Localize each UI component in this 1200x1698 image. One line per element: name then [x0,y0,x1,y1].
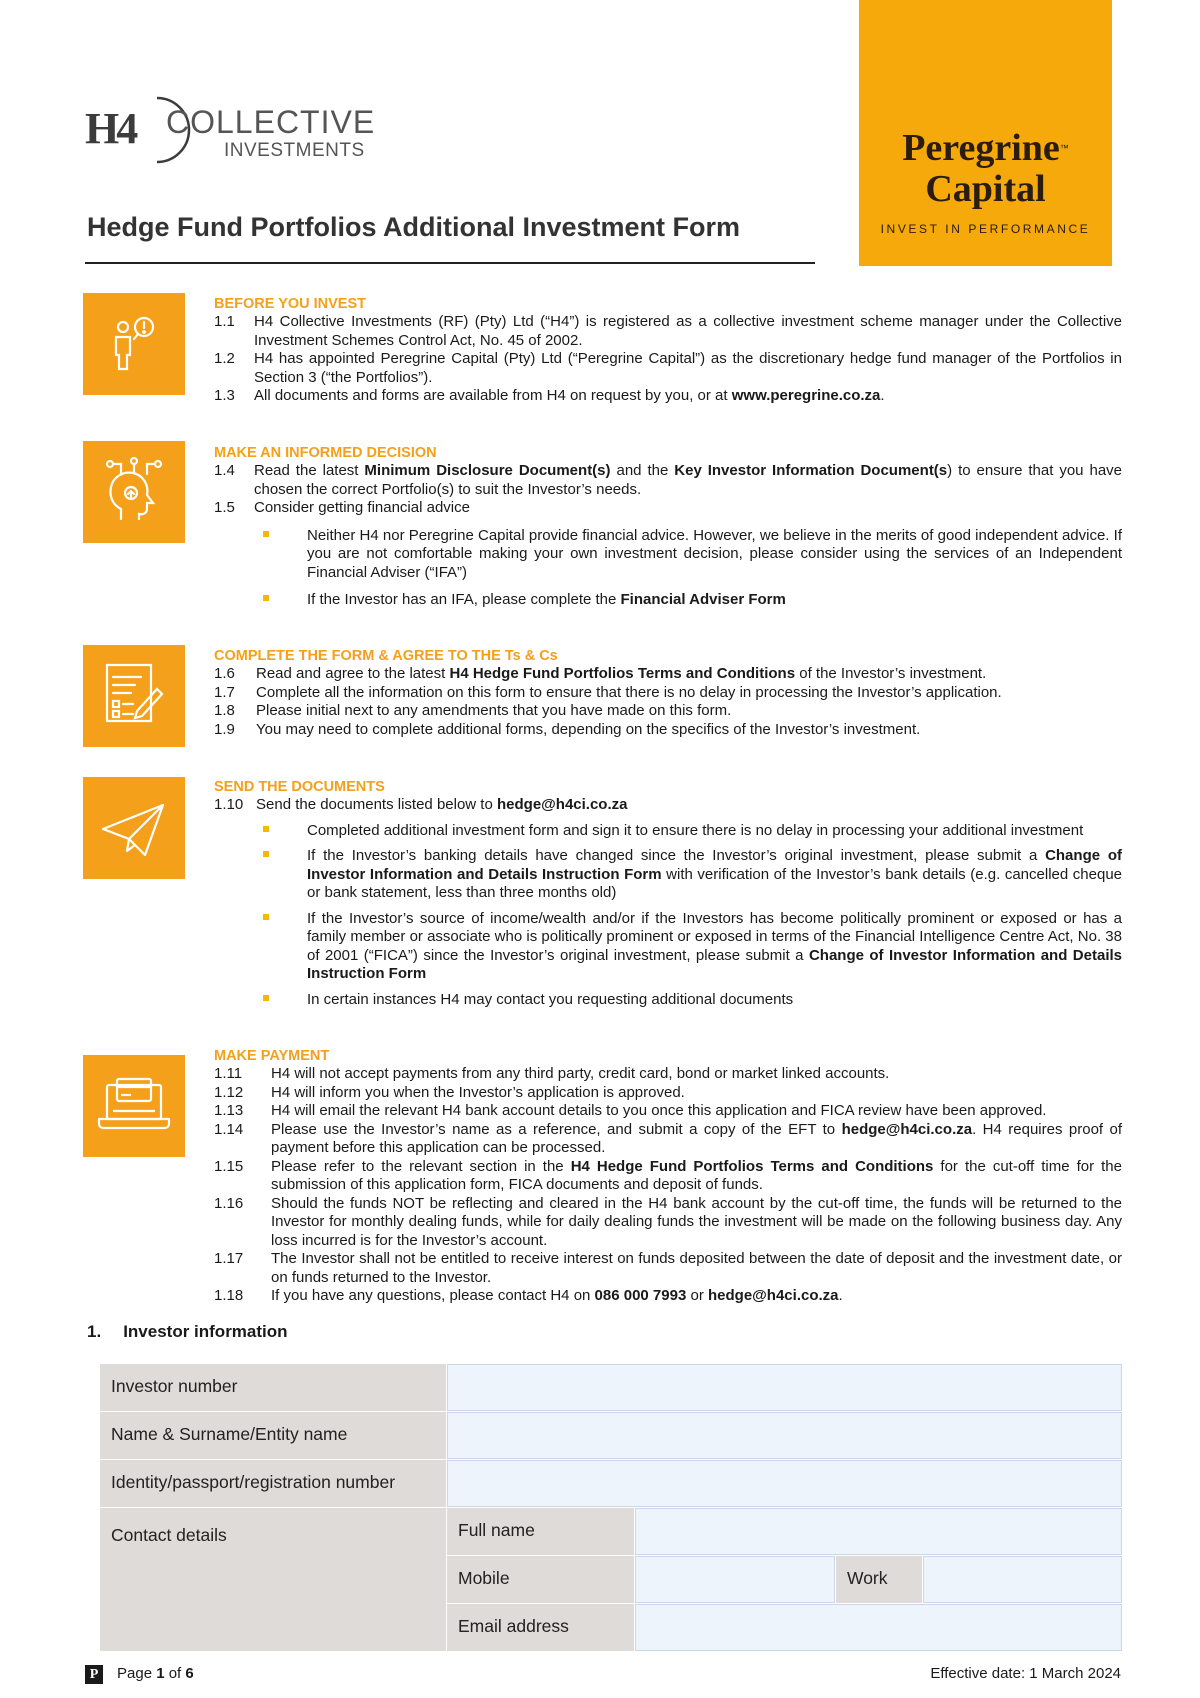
section-make-payment [214,1048,1122,1306]
bullet-square-icon [263,914,269,920]
work-label: Work [836,1556,922,1604]
mobile-field[interactable] [635,1556,835,1603]
person-question-icon [83,293,185,395]
bullet-square-icon [263,826,269,832]
email-label: Email address [447,1604,634,1652]
section-heading: SEND THE DOCUMENTS [214,779,385,795]
section-send-documents [214,779,1122,1009]
full-name-field[interactable] [635,1508,1122,1555]
section-before-you-invest [214,296,1122,406]
list-item: 1.7 Complete all the information on this form to ensure that there is no delay in processing the Investor’s application. [214,683,1002,701]
bullet-square-icon [263,595,269,601]
investor-number-field[interactable] [447,1364,1122,1411]
investor-number-label: Investor number [100,1364,446,1412]
bullet-square-icon [263,851,269,857]
list-item: 1.15 Please refer to the relevant section in the H4 Hedge Fund Portfolios Terms and Conditions for the cut-off time for the submission of this application form, FICA documents and deposit of funds. [214,1157,1122,1193]
email-link[interactable]: hedge@h4ci.co.za [841,1120,973,1138]
peregrine-capital-wordmark: Peregrine™ Capital [902,127,1069,210]
email-field[interactable] [635,1604,1122,1651]
head-network-icon [83,441,185,543]
list-item: 1.11 H4 will not accept payments from any third party, credit card, bond or market linked accounts. [214,1065,890,1082]
list-item: 1.4 Read the latest Minimum Disclosure Document(s) and the Key Investor Information Document(s) to ensure that you have chosen the correct Portfolio(s) to suit the Investor’s needs. [214,462,1122,498]
bullet-square-icon [263,995,269,1001]
list-item: 1.12 H4 will inform you when the Investor’s application is approved. [214,1083,685,1101]
peregrine-capital-logo-panel [859,0,1112,266]
investor-info-heading: 1. Investor information [87,1322,288,1341]
h4-logo-collective: COLLECTIVE [166,104,376,140]
h4-logo-investments: INVESTMENTS [224,140,365,161]
section-heading: MAKE PAYMENT [214,1048,330,1064]
id-number-field[interactable] [447,1460,1122,1507]
email-link[interactable]: hedge@h4ci.co.za [708,1287,839,1304]
list-item: 1.9 You may need to complete additional forms, depending on the specifics of the Investor’s investment. [214,720,921,738]
footer-logo-icon: P [85,1665,103,1684]
list-item: 1.10 Send the documents listed below to hedge@h4ci.co.za [214,796,628,813]
bullet-item: Completed additional investment form and sign it to ensure there is no delay in processing your additional investment [259,822,1122,841]
bullet-item: If the Investor’s source of income/wealth and/or if the Investors has become politically prominent or exposed or has a family member or associate who is politically prominent or exposed in terms of the Financial Intelligence Centre Act, No. 38 of 2001 (“FICA”) since the Investor’s original investment, please submit a Change of Investor Information and Details Instruction Form [259,910,1122,984]
name-label: Name & Surname/Entity name [100,1412,446,1460]
title-divider [85,262,815,264]
list-item: 1.6 Read and agree to the latest H4 Hedge Fund Portfolios Terms and Conditions of the Investor’s investment. [214,665,987,682]
paper-plane-icon [83,777,185,879]
h4-logo-mark: H4 [85,104,136,153]
phone-link[interactable]: 086 000 7993 [594,1287,687,1304]
full-name-label: Full name [447,1508,634,1556]
section-heading: COMPLETE THE FORM & AGREE TO THE Ts & Cs [214,648,558,664]
list-item: 1.17 The Investor shall not be entitled to receive interest on funds deposited between the date of deposit and the investment date, or on funds returned to the Investor. [214,1250,1122,1286]
effective-date: Effective date: 1 March 2024 [930,1665,1121,1682]
laptop-card-icon [83,1055,185,1157]
page-title: Hedge Fund Portfolios Additional Investment Form [87,212,741,242]
bullet-item: If the Investor’s banking details have changed since the Investor’s original investment, please submit a Change of Investor Information and Details Instruction Form with verification of the Investor’s bank details (e.g. cancelled cheque or bank statement, less than three months old) [259,847,1122,903]
section-heading: BEFORE YOU INVEST [214,296,367,312]
form-pencil-icon [83,645,185,747]
email-link[interactable]: hedge@h4ci.co.za [496,796,628,813]
list-item: 1.14 Please use the Investor’s name as a reference, and submit a copy of the EFT to hedge@h4ci.co.za. H4 requires proof of payment before this application can be processed. [214,1120,1123,1156]
bullet-item: In certain instances H4 may contact you requesting additional documents [259,991,1122,1010]
list-item: 1.1 H4 Collective Investments (RF) (Pty) Ltd (“H4”) is registered as a collective investment scheme manager under the Collective Investment Schemes Control Act, No. 45 of 2002. [214,313,1122,349]
id-number-label: Identity/passport/registration number [100,1460,446,1508]
work-field[interactable] [923,1556,1122,1603]
mobile-label: Mobile [447,1556,634,1604]
bullet-square-icon [263,531,269,537]
bullet-item: If the Investor has an IFA, please complete the Financial Adviser Form [259,591,1122,610]
list-item: 1.2 H4 has appointed Peregrine Capital (Pty) Ltd (“Peregrine Capital”) as the discretionary hedge fund manager of the Portfolios in Section 3 (“the Portfolios”). [214,350,1122,386]
list-item: 1.13 H4 will email the relevant H4 bank account details to you once this application and FICA review have been approved. [214,1102,1047,1119]
list-item: 1.5 Consider getting financial advice [214,499,470,516]
section-make-informed-decision [214,445,1122,610]
section-heading: MAKE AN INFORMED DECISION [214,445,437,461]
name-field[interactable] [447,1412,1122,1459]
bullet-item: Neither H4 nor Peregrine Capital provide financial advice. However, we believe in the merits of good independent advice. If you are not comfortable making your own investment decision, please consider using the services of an Independent Financial Adviser (“IFA”) [259,527,1122,583]
list-item: 1.16 Should the funds NOT be reflecting and cleared in the H4 bank account by the cut-off time, the funds will be returned to the Investor for monthly dealing funds, while for daily dealing funds the investment will be made on the following business day. Any loss incurred is for the Investor’s account. [214,1194,1122,1249]
list-item: 1.3 All documents and forms are available from H4 on request by you, or at www.peregrine.co.za. [214,387,885,404]
peregrine-tagline: INVEST IN PERFORMANCE [880,222,1091,236]
list-item: 1.8 Please initial next to any amendments that you have made on this form. [214,702,732,719]
website-link[interactable]: www.peregrine.co.za [731,387,881,404]
page-number: Page 1 of 6 [117,1665,194,1682]
section-complete-form [214,648,1122,739]
list-item: 1.18 If you have any questions, please contact H4 on 086 000 7993 or hedge@h4ci.co.za. [214,1287,843,1304]
contact-details-label: Contact details [100,1508,446,1652]
